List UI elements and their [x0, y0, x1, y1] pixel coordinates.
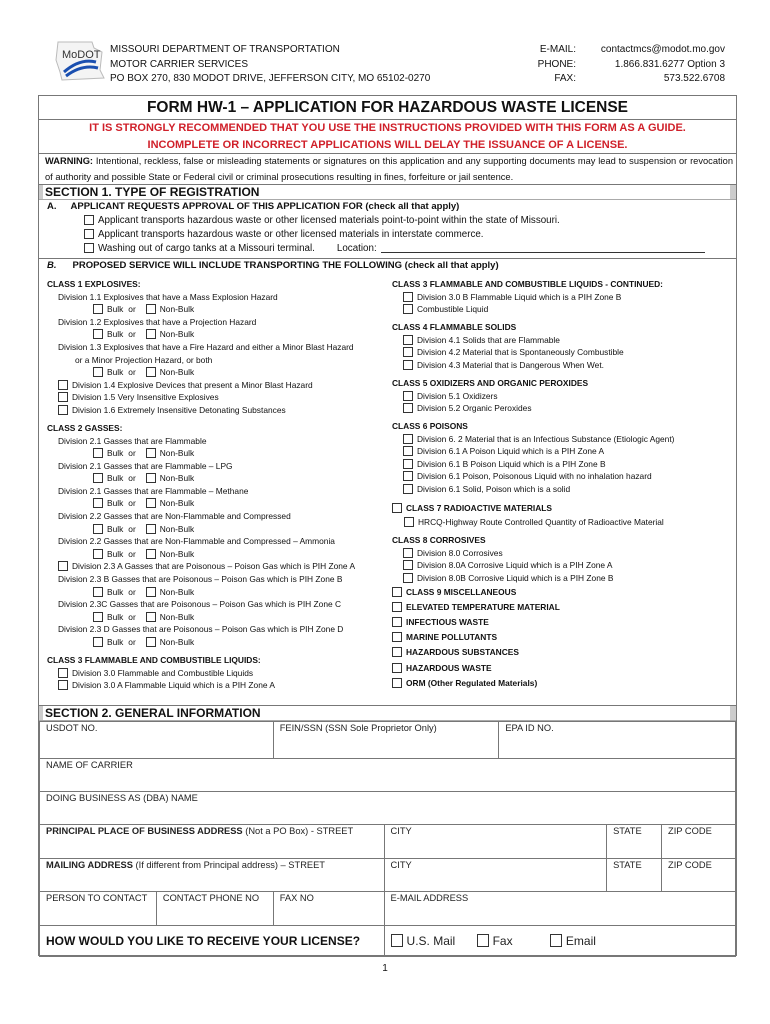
- checkbox[interactable]: [93, 329, 103, 339]
- bulk-option[interactable]: [93, 637, 123, 647]
- option-label: Division 6.1 Solid, Poison which is a solid: [417, 484, 571, 495]
- checkbox[interactable]: [392, 587, 402, 597]
- option-label: Division 6.1 B Poison Liquid which is a PIH Zone B: [417, 458, 606, 469]
- option-label: Bulk: [107, 329, 124, 340]
- option-label: Fax: [492, 934, 513, 948]
- class-heading: CLASS 1 EXPLOSIVES:: [47, 279, 141, 289]
- section-b-letter: B.: [47, 260, 57, 271]
- option-label: Bulk: [107, 367, 124, 378]
- class-option[interactable]: [392, 585, 732, 600]
- principal-state-field[interactable]: STATE: [607, 825, 662, 859]
- option-label: Division 4.1 Solids that are Flammable: [417, 334, 560, 345]
- contact-person-field[interactable]: PERSON TO CONTACT: [40, 892, 157, 926]
- application-form: [38, 95, 737, 956]
- bulk-nonbulk-choice: [47, 636, 392, 649]
- option-label: Division 8.0 Corrosives: [417, 547, 503, 558]
- division-label: Division 1.3 Explosives that have a Fire Hazard and either a Minor Blast Hazard: [58, 341, 354, 352]
- division-label: Division 2.3 B Gasses that are Poisonous – Poison Gas which is PIH Zone B: [58, 574, 343, 585]
- class-heading: CLASS 2 GASSES:: [47, 422, 123, 433]
- section2-title: SECTION 2. GENERAL INFORMATION: [45, 706, 261, 720]
- bulk-option[interactable]: [93, 612, 123, 622]
- division-option[interactable]: [47, 404, 392, 417]
- nonbulk-option[interactable]: [146, 329, 194, 339]
- division-option[interactable]: [392, 402, 732, 415]
- nonbulk-option[interactable]: [146, 549, 194, 559]
- option-label: Combustible Liquid: [417, 304, 489, 315]
- location-label: Location:: [336, 243, 377, 254]
- checkbox[interactable]: [403, 347, 413, 357]
- checkbox[interactable]: [58, 380, 68, 390]
- option-label: Division 6. 2 Material that is an Infectious Substance (Etiologic Agent): [417, 433, 675, 444]
- option-label: CLASS 9 MISCELLANEOUS: [406, 586, 517, 597]
- division-option[interactable]: [392, 547, 732, 560]
- option-label: Division 1.6 Extremely Insensitive Detonating Substances: [72, 404, 286, 415]
- principal-zip-field[interactable]: ZIP CODE: [662, 825, 736, 859]
- checkbox[interactable]: [146, 367, 156, 377]
- checkbox[interactable]: [146, 329, 156, 339]
- bulk-nonbulk-choice: [47, 586, 392, 599]
- class-option[interactable]: [392, 615, 732, 630]
- checkbox[interactable]: [403, 403, 413, 413]
- checkbox[interactable]: [146, 587, 156, 597]
- nonbulk-option[interactable]: [146, 367, 194, 377]
- warning-label: WARNING:: [45, 156, 94, 166]
- class-option[interactable]: [392, 645, 732, 660]
- checkbox[interactable]: [392, 678, 402, 688]
- option-email[interactable]: [550, 934, 596, 948]
- phone-value: 1.866.831.6277 Option 3: [614, 58, 725, 70]
- option-label: Non-Bulk: [159, 329, 195, 340]
- checkbox[interactable]: [392, 602, 402, 612]
- checkbox[interactable]: [58, 561, 68, 571]
- division-option[interactable]: [392, 445, 732, 458]
- checkbox[interactable]: [403, 459, 413, 469]
- mailing-street-field[interactable]: [40, 859, 385, 892]
- option-label: Bulk: [107, 448, 124, 459]
- checkbox[interactable]: [146, 473, 156, 483]
- option-label: Non-Bulk: [159, 304, 195, 315]
- bulk-nonbulk-choice: [47, 548, 392, 561]
- checkbox[interactable]: [58, 392, 68, 402]
- section-a-heading: [47, 201, 459, 212]
- option-label: Non-Bulk: [159, 548, 195, 559]
- division-option[interactable]: [392, 303, 732, 316]
- division-name: MOTOR CARRIER SERVICES: [110, 58, 248, 70]
- or-label: or: [128, 473, 136, 484]
- nonbulk-option[interactable]: [146, 524, 194, 534]
- option-label: Non-Bulk: [159, 498, 195, 509]
- agency-address: [110, 43, 430, 87]
- option-label: Division 2.3 A Gasses that are Poisonous – Poison Gas which is PIH Zone A: [72, 561, 356, 572]
- option-label: Non-Bulk: [159, 637, 195, 648]
- section1-title: SECTION 1. TYPE OF REGISTRATION: [45, 185, 260, 199]
- field-label: MAILING ADDRESS: [46, 860, 133, 870]
- option-label: Non-Bulk: [159, 523, 195, 534]
- section1-header: [39, 184, 736, 200]
- principal-street-field[interactable]: [40, 825, 385, 859]
- or-label: or: [128, 586, 136, 597]
- receive-license-question: HOW WOULD YOU LIKE TO RECEIVE YOUR LICENSE?: [40, 926, 385, 957]
- bulk-nonbulk-choice: [47, 611, 392, 624]
- mailing-address: PO BOX 270, 830 MODOT DRIVE, JEFFERSON CITY, MO 65102-0270: [110, 73, 431, 84]
- checkbox[interactable]: [403, 335, 413, 345]
- checkbox[interactable]: [477, 934, 489, 947]
- receive-license-options: [384, 926, 735, 957]
- nonbulk-option[interactable]: [146, 448, 194, 458]
- fax-label: FAX:: [554, 73, 576, 84]
- bulk-nonbulk-choice: [47, 447, 392, 460]
- class-heading: CLASS 5 OXIDIZERS AND ORGANIC PEROXIDES: [392, 377, 589, 388]
- checkbox[interactable]: [403, 548, 413, 558]
- section-a-options: [84, 214, 705, 256]
- checkbox[interactable]: [403, 573, 413, 583]
- option-label: Bulk: [107, 498, 124, 509]
- checkbox[interactable]: [403, 360, 413, 370]
- division-option[interactable]: [392, 458, 732, 471]
- option-tank-washing[interactable]: [84, 242, 705, 256]
- bulk-option[interactable]: [93, 498, 123, 508]
- notice-line-2: INCOMPLETE OR INCORRECT APPLICATIONS WILL DELAY THE ISSUANCE OF A LICENSE.: [147, 139, 628, 151]
- division-label: Division 2.2 Gasses that are Non-Flammable and Compressed – Ammonia: [58, 536, 335, 547]
- bulk-option[interactable]: [93, 473, 123, 483]
- division-option[interactable]: [392, 334, 732, 347]
- option-label: HAZARDOUS SUBSTANCES: [406, 647, 519, 658]
- nonbulk-option[interactable]: [146, 587, 194, 597]
- bulk-option[interactable]: [93, 448, 123, 458]
- option-label: Bulk: [107, 586, 124, 597]
- option-label: Division 1.5 Very Insensitive Explosives: [72, 392, 219, 403]
- division-option[interactable]: [47, 679, 392, 692]
- division-option[interactable]: [47, 560, 392, 573]
- option-label: Division 1.4 Explosive Devices that present a Minor Blast Hazard: [72, 379, 313, 390]
- option-label: CLASS 7 RADIOACTIVE MATERIALS: [406, 503, 552, 514]
- hazmat-left-column: [47, 278, 392, 692]
- field-label: PRINCIPAL PLACE OF BUSINESS ADDRESS: [46, 826, 243, 836]
- option-label: MARINE POLLUTANTS: [406, 632, 498, 643]
- field-label: (Not a PO Box) - STREET: [242, 826, 354, 836]
- class-heading: CLASS 3 FLAMMABLE AND COMBUSTIBLE LIQUIDS - CONTINUED:: [392, 279, 663, 289]
- hazmat-right-column: [392, 278, 732, 691]
- checkbox[interactable]: [93, 367, 103, 377]
- checkbox[interactable]: [146, 637, 156, 647]
- fax-no-field[interactable]: FAX NO: [273, 892, 384, 926]
- option-label: Non-Bulk: [159, 611, 195, 622]
- or-label: or: [128, 498, 136, 509]
- email-value: contactmcs@modot.mo.gov: [600, 44, 725, 55]
- division-option[interactable]: [392, 433, 732, 446]
- section-a-letter: A.: [47, 201, 57, 212]
- carrier-name-field[interactable]: NAME OF CARRIER: [40, 759, 736, 792]
- option-label: ELEVATED TEMPERATURE MATERIAL: [406, 601, 560, 612]
- contact-values: [580, 43, 725, 87]
- checkbox[interactable]: [146, 448, 156, 458]
- division-option[interactable]: [392, 559, 732, 572]
- agency-name: MISSOURI DEPARTMENT OF TRANSPORTATION: [110, 44, 340, 55]
- bulk-option[interactable]: [93, 329, 123, 339]
- division-label: Division 2.2 Gasses that are Non-Flammable and Compressed: [58, 511, 291, 522]
- checkbox[interactable]: [93, 524, 103, 534]
- section-b-label: PROPOSED SERVICE WILL INCLUDE TRANSPORTING THE FOLLOWING (check all that apply): [72, 260, 499, 271]
- division-label: or a Minor Projection Hazard, or both: [75, 354, 213, 365]
- division-label: Division 2.1 Gasses that are Flammable – LPG: [58, 460, 233, 471]
- option-label: HAZARDOUS WASTE: [406, 662, 492, 673]
- form-title: FORM HW-1 – APPLICATION FOR HAZARDOUS WASTE LICENSE: [39, 96, 736, 120]
- bulk-option[interactable]: [93, 587, 123, 597]
- division-option[interactable]: [392, 390, 732, 403]
- division-option[interactable]: [392, 572, 732, 585]
- warning-text: [45, 153, 733, 185]
- email-address-field[interactable]: E-MAIL ADDRESS: [384, 892, 735, 926]
- checkbox[interactable]: [93, 448, 103, 458]
- class-heading: CLASS 6 POISONS: [392, 421, 468, 432]
- class-heading: CLASS 4 FLAMMABLE SOLIDS: [392, 322, 517, 333]
- checkbox[interactable]: [403, 471, 413, 481]
- nonbulk-option[interactable]: [146, 612, 194, 622]
- epa-id-field[interactable]: EPA ID NO.: [499, 722, 736, 759]
- option-label: Division 5.2 Organic Peroxides: [417, 403, 532, 414]
- option-label: Division 5.1 Oxidizers: [417, 390, 498, 401]
- checkbox[interactable]: [93, 637, 103, 647]
- checkbox[interactable]: [392, 617, 402, 627]
- option-label: Bulk: [107, 304, 124, 315]
- contact-labels: [508, 43, 576, 87]
- bulk-option[interactable]: [93, 549, 123, 559]
- location-input[interactable]: [381, 242, 705, 253]
- phone-label: PHONE:: [537, 58, 576, 70]
- dba-name-field[interactable]: DOING BUSINESS AS (DBA) NAME: [40, 792, 736, 825]
- usdot-field[interactable]: USDOT NO.: [40, 722, 274, 759]
- bulk-nonbulk-choice: [47, 497, 392, 510]
- division-option[interactable]: [392, 483, 732, 496]
- option-label: Non-Bulk: [159, 586, 195, 597]
- checkbox[interactable]: [58, 680, 68, 690]
- option-label: Email: [565, 934, 596, 948]
- division-option[interactable]: [392, 359, 732, 372]
- class-option[interactable]: [392, 630, 732, 645]
- checkbox[interactable]: [403, 484, 413, 494]
- option-label: Non-Bulk: [159, 448, 195, 459]
- division-label: Division 1.1 Explosives that have a Mass Explosion Hazard: [58, 291, 278, 302]
- checkbox[interactable]: [392, 632, 402, 642]
- checkbox[interactable]: [93, 587, 103, 597]
- division-label: Division 2.1 Gasses that are Flammable – Methane: [58, 485, 249, 496]
- checkbox[interactable]: [58, 668, 68, 678]
- fax-value: 573.522.6708: [663, 73, 725, 84]
- checkbox[interactable]: [58, 405, 68, 415]
- bulk-nonbulk-choice: [47, 328, 392, 341]
- notice-line-1: IT IS STRONGLY RECOMMENDED THAT YOU USE THE INSTRUCTIONS PROVIDED WITH THIS FORM AS A GUIDE.: [89, 122, 686, 134]
- bulk-nonbulk-choice: [47, 303, 392, 316]
- checkbox[interactable]: [391, 934, 403, 947]
- division-option[interactable]: [392, 291, 732, 304]
- division-label: Division 2.3C Gasses that are Poisonous – Poison Gas which is PIH Zone C: [58, 599, 342, 610]
- division-label: Division 2.1 Gasses that are Flammable: [58, 435, 207, 446]
- option-label: Division 6.1 Poison, Poisonous Liquid with no inhalation hazard: [417, 471, 652, 482]
- option-label: Division 3.0 A Flammable Liquid which is a PIH Zone A: [72, 680, 275, 691]
- division-option[interactable]: [392, 346, 732, 359]
- checkbox[interactable]: [146, 498, 156, 508]
- checkbox[interactable]: [93, 549, 103, 559]
- principal-city-field[interactable]: CITY: [384, 825, 607, 859]
- class-option[interactable]: [392, 661, 732, 676]
- option-interstate[interactable]: [84, 228, 705, 242]
- division-option[interactable]: [392, 470, 732, 483]
- nonbulk-option[interactable]: [146, 304, 194, 314]
- section-b-heading: [47, 260, 499, 271]
- fein-field[interactable]: FEIN/SSN (SSN Sole Proprietor Only): [273, 722, 499, 759]
- checkbox[interactable]: [403, 560, 413, 570]
- email-label: E-MAIL:: [539, 44, 576, 55]
- or-label: or: [128, 448, 136, 459]
- option-intrastate[interactable]: [84, 214, 705, 228]
- option-label: ORM (Other Regulated Materials): [406, 677, 538, 688]
- class-option[interactable]: [392, 600, 732, 615]
- checkbox[interactable]: [403, 434, 413, 444]
- divider: [39, 258, 736, 259]
- field-label: (If different from Principal address) – STREET: [132, 860, 325, 870]
- checkbox[interactable]: [392, 663, 402, 673]
- section2-header: [39, 705, 736, 721]
- section-a-label: APPLICANT REQUESTS APPROVAL OF THIS APPLICATION FOR (check all that apply): [70, 201, 460, 212]
- checkbox[interactable]: [84, 229, 94, 239]
- division-label: Division 2.3 D Gasses that are Poisonous – Poison Gas which is PIH Zone D: [58, 624, 344, 635]
- option-us-mail[interactable]: [391, 934, 456, 948]
- option-label: Washing out of cargo tanks at a Missouri terminal.: [98, 243, 315, 254]
- checkbox[interactable]: [404, 517, 414, 527]
- warning-body: Intentional, reckless, false or misleading statements or signatures on this application and any supporting documents may lead to suspension or revocation of authority and possible State or Federal civil or criminal prosecutions resulting in fines, forfeiture or jail sentence.: [45, 156, 733, 182]
- contact-phone-field[interactable]: CONTACT PHONE NO: [156, 892, 273, 926]
- bulk-nonbulk-choice: [47, 472, 392, 485]
- class-heading: CLASS 3 FLAMMABLE AND COMBUSTIBLE LIQUIDS:: [47, 655, 261, 665]
- bulk-nonbulk-choice: [47, 523, 392, 536]
- checkbox[interactable]: [392, 503, 402, 513]
- option-label: HRCQ-Highway Route Controlled Quantity of Radioactive Material: [418, 517, 664, 528]
- option-label: Division 6.1 A Poison Liquid which is a PIH Zone A: [417, 446, 605, 457]
- option-label: INFECTIOUS WASTE: [406, 617, 489, 628]
- option-label: Bulk: [107, 548, 124, 559]
- svg-text:MoDOT: MoDOT: [62, 49, 101, 61]
- option-label: U.S. Mail: [406, 934, 456, 948]
- checkbox[interactable]: [84, 215, 94, 225]
- option-label: Division 4.2 Material that is Spontaneously Combustible: [417, 347, 624, 358]
- or-label: or: [128, 329, 136, 340]
- or-label: or: [128, 367, 136, 378]
- mailing-zip-field[interactable]: ZIP CODE: [662, 859, 736, 892]
- checkbox[interactable]: [146, 549, 156, 559]
- checkbox[interactable]: [93, 473, 103, 483]
- option-label: Bulk: [107, 637, 124, 648]
- option-label: Division 4.3 Material that is Dangerous When Wet.: [417, 359, 604, 370]
- checkbox[interactable]: [146, 612, 156, 622]
- page-number: 1: [382, 963, 388, 974]
- mailing-city-field[interactable]: CITY: [384, 859, 607, 892]
- bulk-option[interactable]: [93, 367, 123, 377]
- nonbulk-option[interactable]: [146, 473, 194, 483]
- checkbox[interactable]: [403, 304, 413, 314]
- option-label: Division 3.0 B Flammable Liquid which is a PIH Zone B: [417, 291, 622, 302]
- checkbox[interactable]: [84, 243, 94, 253]
- division-option[interactable]: [47, 379, 392, 392]
- option-label: Bulk: [107, 473, 124, 484]
- option-fax[interactable]: [477, 934, 513, 948]
- class-heading: CLASS 8 CORROSIVES: [392, 535, 486, 546]
- option-label: Applicant transports hazardous waste or other licensed materials point-to-point within the state of Missouri.: [98, 215, 560, 226]
- checkbox[interactable]: [392, 647, 402, 657]
- option-label: Non-Bulk: [159, 473, 195, 484]
- option-label: Bulk: [107, 523, 124, 534]
- division-option[interactable]: [47, 391, 392, 404]
- checkbox[interactable]: [146, 304, 156, 314]
- checkbox[interactable]: [403, 391, 413, 401]
- division-option[interactable]: [47, 667, 392, 680]
- checkbox[interactable]: [93, 498, 103, 508]
- bulk-option[interactable]: [93, 304, 123, 314]
- or-label: or: [128, 523, 136, 534]
- checkbox[interactable]: [93, 612, 103, 622]
- checkbox[interactable]: [93, 304, 103, 314]
- bulk-option[interactable]: [93, 524, 123, 534]
- option-label: Division 8.0A Corrosive Liquid which is a PIH Zone A: [417, 560, 613, 571]
- or-label: or: [128, 304, 136, 315]
- option-label: Division 3.0 Flammable and Combustible Liquids: [72, 667, 254, 678]
- division-label: Division 1.2 Explosives that have a Projection Hazard: [58, 316, 257, 327]
- option-label: Bulk: [107, 611, 124, 622]
- modot-logo: [52, 40, 108, 82]
- class-option[interactable]: [392, 676, 732, 691]
- checkbox[interactable]: [550, 934, 562, 947]
- general-info-table: [39, 721, 736, 957]
- checkbox[interactable]: [146, 524, 156, 534]
- or-label: or: [128, 637, 136, 648]
- option-label: Applicant transports hazardous waste or other licensed materials in interstate commerce.: [98, 229, 484, 240]
- bulk-nonbulk-choice: [47, 366, 392, 379]
- nonbulk-option[interactable]: [146, 498, 194, 508]
- or-label: or: [128, 611, 136, 622]
- mailing-state-field[interactable]: STATE: [607, 859, 662, 892]
- checkbox[interactable]: [403, 446, 413, 456]
- class-option[interactable]: [392, 501, 732, 516]
- division-option[interactable]: [392, 516, 732, 529]
- checkbox[interactable]: [403, 292, 413, 302]
- nonbulk-option[interactable]: [146, 637, 194, 647]
- option-label: Non-Bulk: [159, 367, 195, 378]
- or-label: or: [128, 548, 136, 559]
- option-label: Division 8.0B Corrosive Liquid which is a PIH Zone B: [417, 573, 614, 584]
